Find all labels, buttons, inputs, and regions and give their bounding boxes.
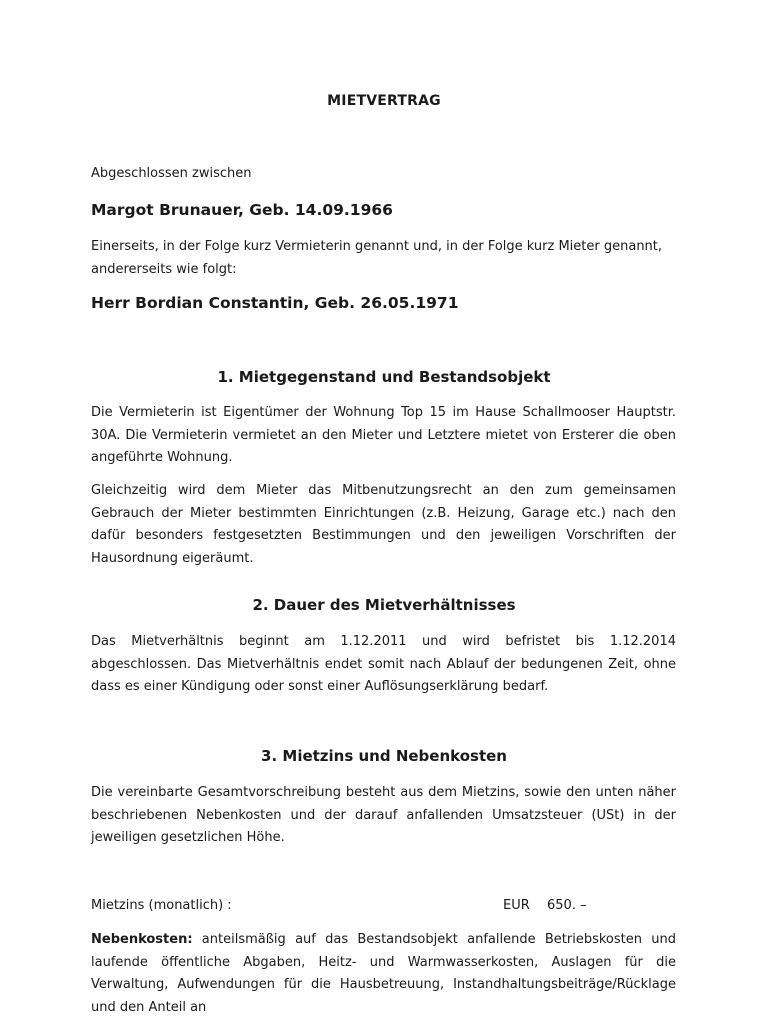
- rent-label: Mietzins (monatlich) :: [91, 898, 232, 913]
- nebenkosten-text: anteilsmäßig auf das Bestandsobjekt anfallende Betriebskosten und laufende öffentliche Abgaben, Heitz- und Warmwasserkosten, Auslagen für die Verwaltung, Aufwendungen für die Hausbetreuung, Instandhaltungsbeiträge/Rücklage und den Anteil an: [91, 932, 676, 1015]
- section-1-heading: 1. Mietgegenstand und Bestandsobjekt: [217, 368, 551, 386]
- section-2-heading: 2. Dauer des Mietverhältnisses: [252, 596, 516, 614]
- section-1-paragraph-1: Die Vermieterin ist Eigentümer der Wohnung Top 15 im Hause Schallmooser Hauptstr. 30A. Die Vermieterin vermietet an den Mieter und Letztere mietet von Ersterer die oben angeführte Wohnung.: [91, 405, 676, 465]
- nebenkosten-paragraph: [91, 929, 676, 1019]
- nebenkosten-label: Nebenkosten:: [91, 932, 193, 947]
- document-title: MIETVERTRAG: [327, 93, 441, 109]
- rent-currency: EUR: [503, 898, 530, 913]
- parties-text: Einerseits, in der Folge kurz Vermieterin genannt und, in der Folge kurz Mieter genannt, andererseits wie folgt:: [91, 239, 663, 277]
- section-3-paragraph-1: Die vereinbarte Gesamtvorschreibung besteht aus dem Mietzins, sowie den unten näher beschriebenen Nebenkosten und der darauf anfallenden Umsatzsteuer (USt) in der jeweiligen gesetzlichen Höhe.: [91, 785, 676, 845]
- section-3-heading: 3. Mietzins und Nebenkosten: [261, 747, 507, 765]
- landlord-name: Margot Brunauer, Geb. 14.09.1966: [91, 201, 393, 219]
- tenant-name: Herr Bordian Constantin, Geb. 26.05.1971: [91, 294, 459, 312]
- section-1-paragraph-2: Gleichzeitig wird dem Mieter das Mitbenutzungsrecht an den zum gemeinsamen Gebrauch der Mieter bestimmten Einrichtungen (z.B. Heizung, Garage etc.) nach den dafür besonders festgesetzten Bestimmungen und den jeweiligen Vorschriften der Hausordnung eigeräumt.: [91, 483, 676, 566]
- intro-text: Abgeschlossen zwischen: [91, 166, 252, 181]
- section-2-paragraph-1: Das Mietverhältnis beginnt am 1.12.2011 und wird befristet bis 1.12.2014 abgeschlossen. Das Mietverhältnis endet somit nach Ablauf der bedungenen Zeit, ohne dass es einer Kündigung oder sonst einer Auflösungserklärung bedarf.: [91, 634, 676, 694]
- rent-amount: 650. –: [547, 898, 587, 913]
